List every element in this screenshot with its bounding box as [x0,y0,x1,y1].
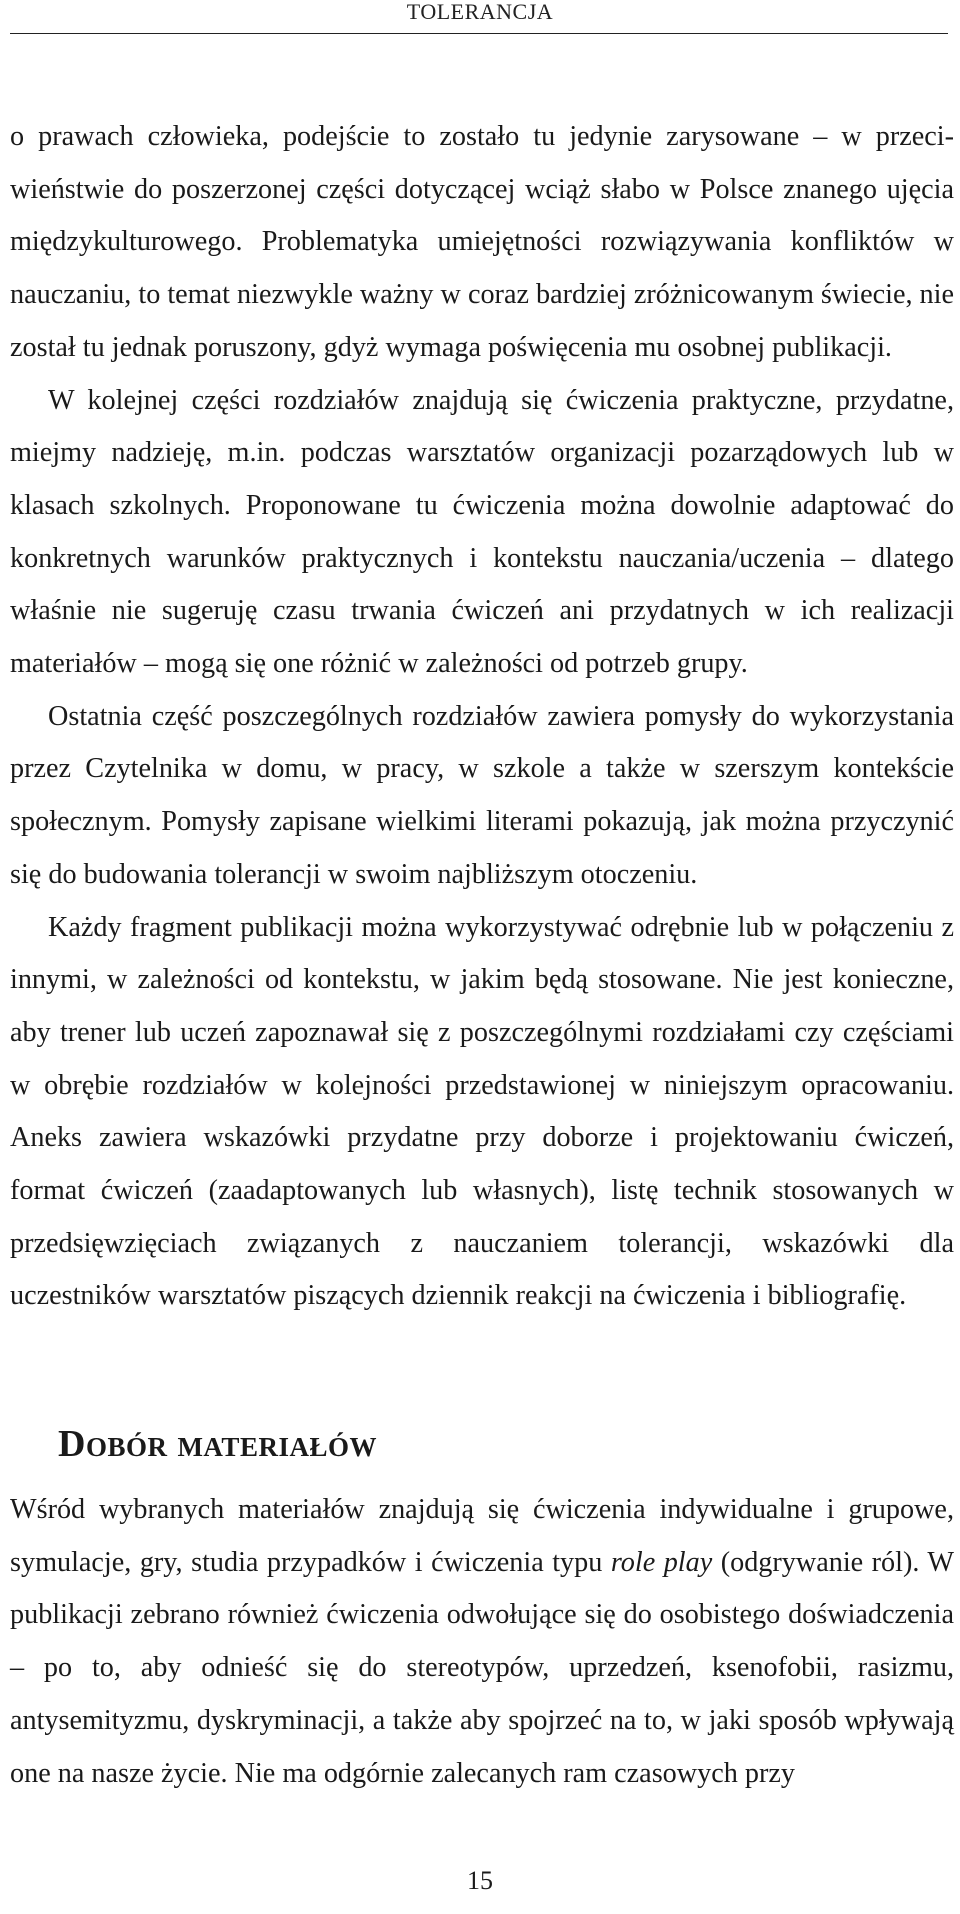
paragraph-usage: Każdy fragment publikacji można wykorzystywać odrębnie lub w połączeniu z innymi, w zależności od kontekstu, w jakim będą stosowane. Nie jest konieczne, aby trener lub uczeń zapoznawał się z poszczególnymi rozdziałami czy częściami w obrębie rozdziałów w kolejności przedstawionej w niniejszym opracowaniu. Aneks zawiera wskazówki przydatne przy doborze i projektowaniu ćwiczeń, format ćwiczeń (zaadaptowanych lub własnych), listę technik stosowanych w przedsięwzięciach związanych z nauczaniem tolerancji, wskazówki dla uczestników warsztatów piszących dziennik reakcji na ćwiczenia i bibliografię. [10,911,954,1312]
header-rule [10,33,948,34]
body-text [10,111,954,1323]
page-number: 15 [467,1866,493,1895]
paragraph-ideas: Ostatnia część poszczególnych rozdziałów zawiera pomysły do wykorzystania przez Czytelnika w domu, w pracy, w szkole a także w szerszym kontekście społecznym. Pomysły zapisane wielkimi literami pokazują, jak można przyczynić się do budowania tolerancji w swoim najbliższym otoczeniu. [10,700,954,890]
section-text-end: (odgrywanie ról). W publikacji zebrano również ćwiczenia odwołujące się do osobistego doświadczenia – po to, aby odnieść się do stereotypów, uprzedzeń, ksenofobii, rasizmu, antysemityzmu, dyskryminacji, a także aby spojrzeć na to, w jaki sposób wpływają one na nasze życie. Nie ma odgórnie zalecanych ram czasowych przy [10,1546,955,1789]
section-body [10,1484,954,1800]
italic-term: role play [610,1546,713,1578]
paragraph-continuation: o prawach człowieka, podejście to zostało tu jedynie zarysowane – w przeciwieństwie do poszerzonej części dotyczącej wciąż słabo w Polsce znanego ujęcia międzykulturowego. Problematyka umiejętności rozwiązywania konfliktów w nauczaniu, to temat niezwykle ważny w coraz bardziej zróżnicowanym świecie, nie został tu jednak poruszony, gdyż wymaga poświęcenia mu osobnej publikacji. [10,121,954,363]
section-text-start: Wśród wybranych materiałów znajdują się ćwiczenia indywidualne i grupowe, symulacje, gry, studia przypadków i ćwiczenia typu [10,1494,954,1578]
section-paragraph [10,1484,954,1800]
paragraph-exercises: W kolejnej części rozdziałów znajdują się ćwiczenia praktyczne, przydatne, miejmy nadzieję, m.in. podczas warsztatów organizacji pozarządowych lub w klasach szkolnych. Proponowane tu ćwiczenia można dowolnie adaptować do konkretnych warunków praktycznych i kontekstu nauczania/uczenia – dlatego właśnie nie sugeruję czasu trwania ćwiczeń ani przydatnych w ich realizacji materiałów – mogą się one różnić w zależności od potrzeb grupy. [10,384,954,680]
running-head: TOLERANCJA [406,0,554,24]
section-heading: Dobór materiałów [58,1423,377,1465]
